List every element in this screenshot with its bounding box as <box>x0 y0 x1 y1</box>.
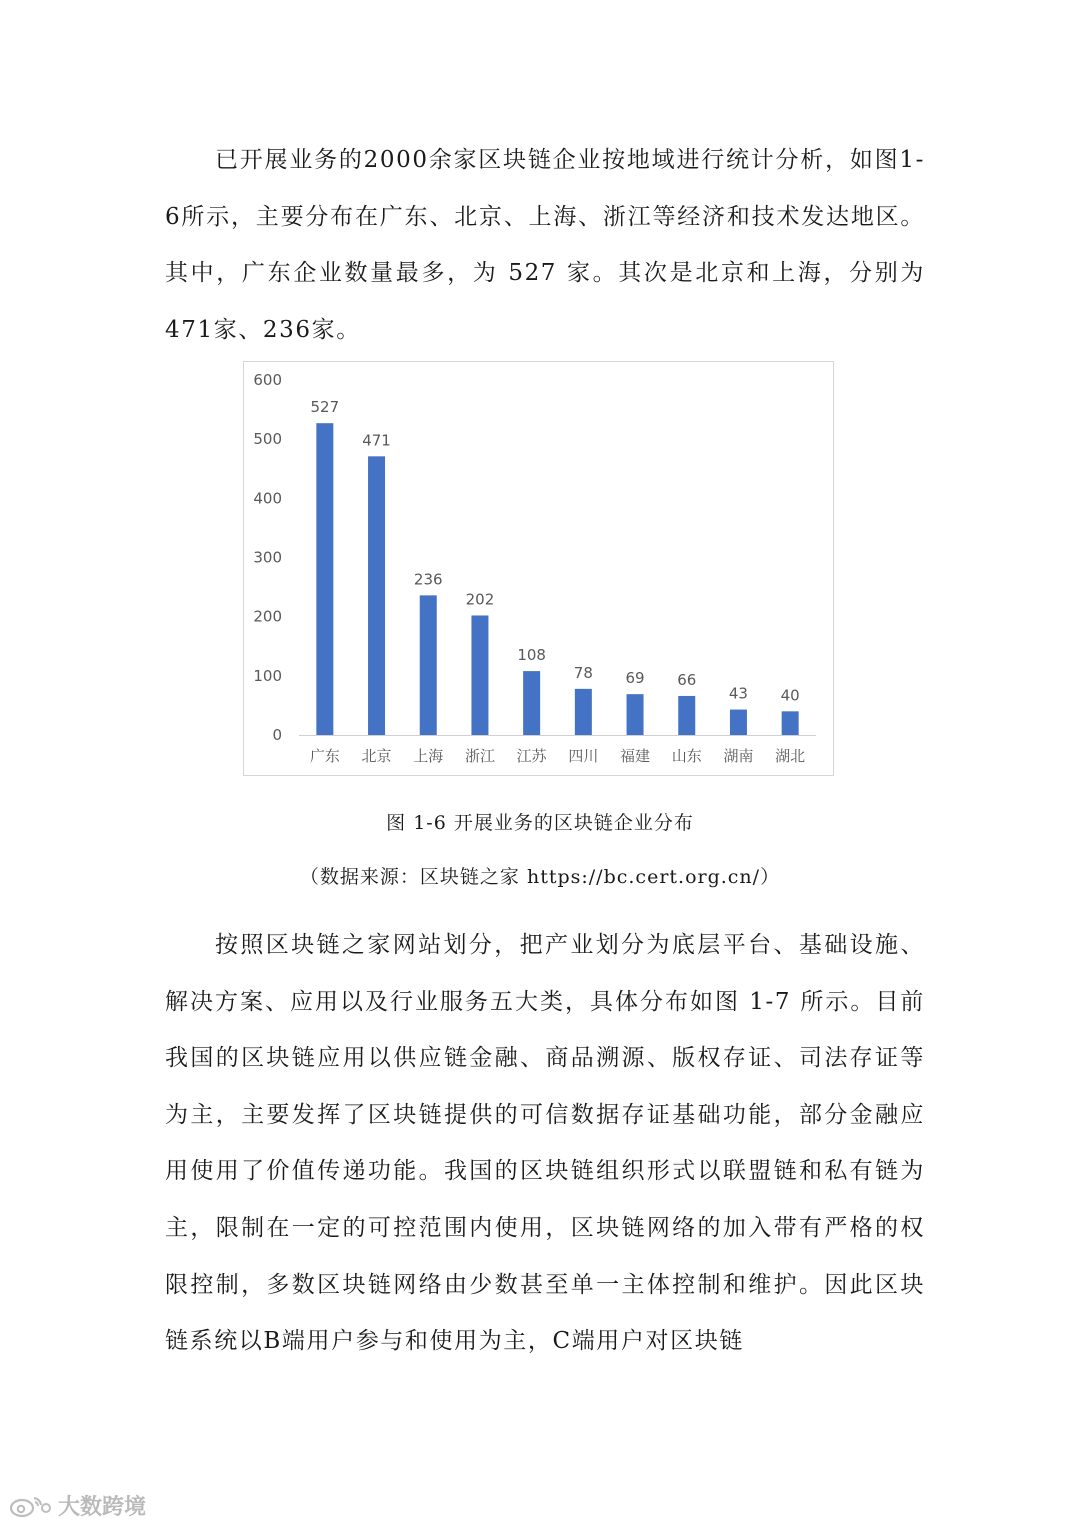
bar-5 <box>523 671 540 735</box>
body-paragraph-2: 按照区块链之家网站划分，把产业划分为底层平台、基础设施、解决方案、应用以及行业服务五大类，具体分布如图 1-7 所示。目前我国的区块链应用以供应链金融、商品溯源、版权存证、司法存证等为主，主要发挥了区块链提供的可信数据存证基础功能，部分金融应用使用了价值传递功能。我国的区块链组织形式以联盟链和私有链为主，限制在一定的可控范围内使用，区块链网络的加入带有严格的权限控制，多数区块链网络由少数甚至单一主体控制和维护。因此区块链系统以B端用户参与和使用为主，C端用户对区块链 <box>165 932 925 1355</box>
category-label-8: 山东 <box>671 747 702 765</box>
bar-8 <box>678 696 695 735</box>
data-label-2: 471 <box>362 431 391 450</box>
bar-3 <box>420 595 437 735</box>
bar-6 <box>575 689 592 735</box>
category-label-7: 福建 <box>620 747 651 765</box>
bar-2 <box>368 456 385 735</box>
bar-10 <box>782 711 799 735</box>
weibo-logo-icon <box>8 1494 52 1518</box>
data-label-6: 78 <box>573 663 593 682</box>
y-tick-label: 200 <box>253 607 282 626</box>
enterprise-distribution-bar-chart <box>244 362 835 777</box>
figure-source: （数据来源：区块链之家 https://bc.cert.org.cn/） <box>299 866 781 888</box>
y-axis <box>253 371 282 744</box>
y-tick-label: 300 <box>253 548 282 567</box>
body-paragraph-1: 已开展业务的2000余家区块链企业按地域进行统计分析，如图1-6所示，主要分布在广东、北京、上海、浙江等经济和技术发达地区。其中，广东企业数量最多，为 527 家。其次是北京和上海，分别为471家、236家。 <box>165 147 925 343</box>
category-label-2: 北京 <box>361 747 392 765</box>
data-label-4: 202 <box>465 590 495 609</box>
y-tick-label: 100 <box>253 666 282 685</box>
category-label-3: 上海 <box>413 747 444 765</box>
data-label-10: 40 <box>780 686 800 705</box>
data-label-1: 527 <box>310 398 340 417</box>
bar-9 <box>730 710 747 735</box>
category-label-4: 浙江 <box>464 747 495 765</box>
figure-caption: 图 1-6 开展业务的区块链企业分布 <box>386 812 694 834</box>
y-tick-label: 400 <box>253 489 282 508</box>
watermark-text: 大数跨境 <box>58 1495 147 1520</box>
data-label-5: 108 <box>517 646 546 665</box>
category-label-6: 四川 <box>568 747 599 765</box>
y-tick-label: 500 <box>253 430 282 449</box>
category-label-10: 湖北 <box>775 747 806 765</box>
bar-4 <box>471 615 488 735</box>
bar-chart-frame <box>243 361 834 776</box>
watermark <box>8 1490 146 1521</box>
data-label-7: 69 <box>625 669 645 688</box>
bar-1 <box>316 423 333 735</box>
category-label-1: 广东 <box>309 747 340 765</box>
x-axis-categories <box>310 747 805 765</box>
data-label-9: 43 <box>728 684 748 703</box>
category-label-5: 江苏 <box>516 747 547 765</box>
y-tick-label: 0 <box>272 726 282 744</box>
y-tick-label: 600 <box>253 371 282 389</box>
bars <box>316 423 798 735</box>
data-label-3: 236 <box>413 570 443 589</box>
data-label-8: 66 <box>677 670 697 689</box>
bar-7 <box>627 694 644 735</box>
category-label-9: 湖南 <box>723 747 754 765</box>
